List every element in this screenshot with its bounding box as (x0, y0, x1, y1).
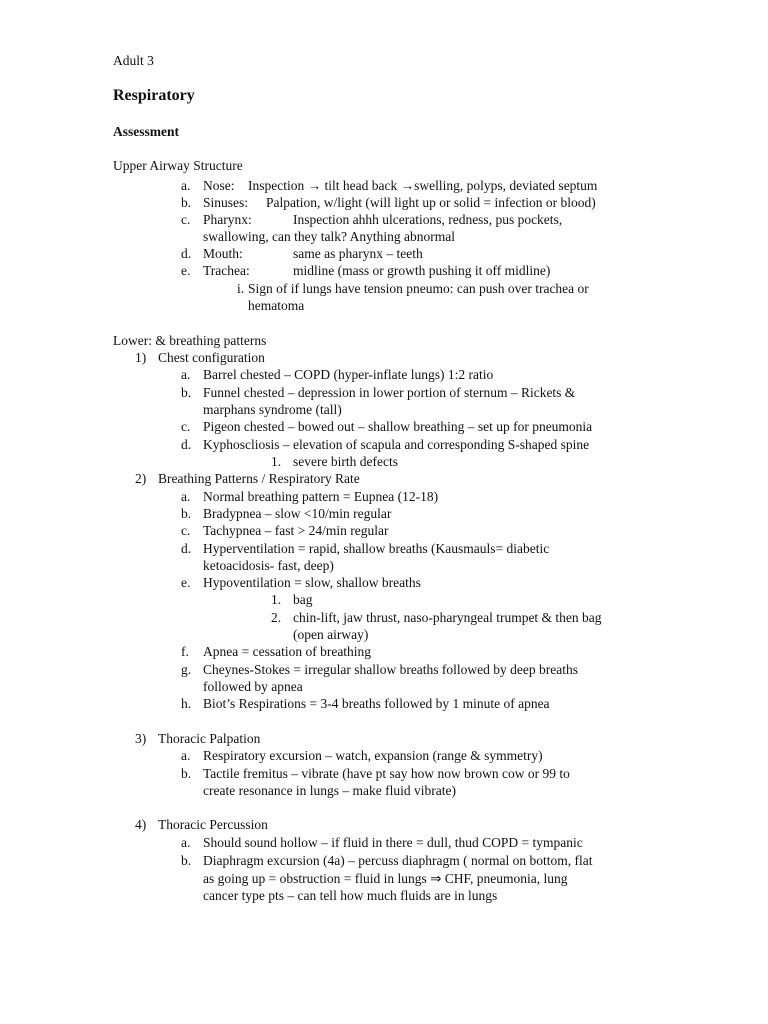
upper-airway-heading: Upper Airway Structure (113, 158, 243, 173)
list-item-continuation: marphans syndrome (tall) (203, 402, 342, 417)
list-item-continuation: swallowing, can they talk? Anything abnormal (203, 229, 455, 244)
list-item-continuation: as going up = obstruction = fluid in lungs ⇒ CHF, pneumonia, lung (203, 871, 568, 886)
list-item-continuation: cancer type pts – can tell how much fluids are in lungs (203, 888, 498, 903)
list-item-continuation: hematoma (248, 298, 305, 313)
section-heading-assessment: Assessment (113, 124, 179, 139)
list-item-continuation: create resonance in lungs – make fluid vibrate) (203, 783, 457, 798)
lower-heading: Lower: & breathing patterns (113, 333, 267, 348)
list-item-continuation: ketoacidosis- fast, deep) (203, 558, 334, 573)
document-page: Adult 3 Respiratory Assessment Upper Airway Structure a. Nose: Inspection → tilt head back →swelling, polyps, deviated septum b. Sinuses: Palpation, w/light (will light up or solid = infection or blood) c. Pharynx: Inspection ahhh ulcerations, redness, pus pockets, swallowing, can they talk? Anything abnormal d. Mouth: same as pharynx – teeth e. Trachea: midline (mass or growth pushing it off midline) i. Sign of if lungs have tension pneumo: can push over trachea or hematoma Lower: & breathing patterns 1) Chest configuration a. Barrel chested – COPD (hyper-inflate lungs) 1:2 ratio b. Funnel chested – depression in lower portion of sternum – Rickets & marphans syndrome (tall) c. Pigeon chested – bowed out – shallow breathing – set up for pneumonia d. Kyphoscliosis – elevation of scapula and corresponding S-shaped spine 1. severe birth defects 2) Breathing Patterns / Respiratory Rate a. Normal breathing pattern = Eupnea (12-18) b. Bradypnea – slow <10/min regular c. Tachypnea – fast > 24/min regular d. Hyperventilation = rapid, shallow breaths (Kausmauls= diabetic ketoacidosis- fast, deep) e. Hypoventilation = slow, shallow breaths 1. bag 2. chin-lift, jaw thrust, naso-pharyngeal trumpet & then bag (open airway) f. Apnea = cessation of breathing g. Cheynes-Stokes = irregular shallow breaths followed by deep breaths followed by apnea h. Biot’s Respirations = 3-4 breaths followed by 1 minute of apnea 3) Thoracic Palpation a. Respiratory excursion – watch, expansion (range & symmetry) b. Tactile fremitus – vibrate (have pt say how now brown cow or 99 to create resonance in lungs – make fluid vibrate) 4) Thoracic Percussion a. Should sound hollow – if fluid in there = dull, thud COPD = tympanic b. Diaphragm excursion (4a) – percuss diaphragm ( normal on bottom, flat as going up = obstruction = fluid in lungs ⇒ CHF, pneumonia, lung cancer type pts – can tell how much fluids are in lungs (113, 53, 602, 903)
document-header: Adult 3 (113, 53, 154, 68)
list-item-continuation: (open airway) (293, 627, 369, 642)
list-item-continuation: followed by apnea (203, 679, 303, 694)
page-title: Respiratory (113, 87, 195, 104)
